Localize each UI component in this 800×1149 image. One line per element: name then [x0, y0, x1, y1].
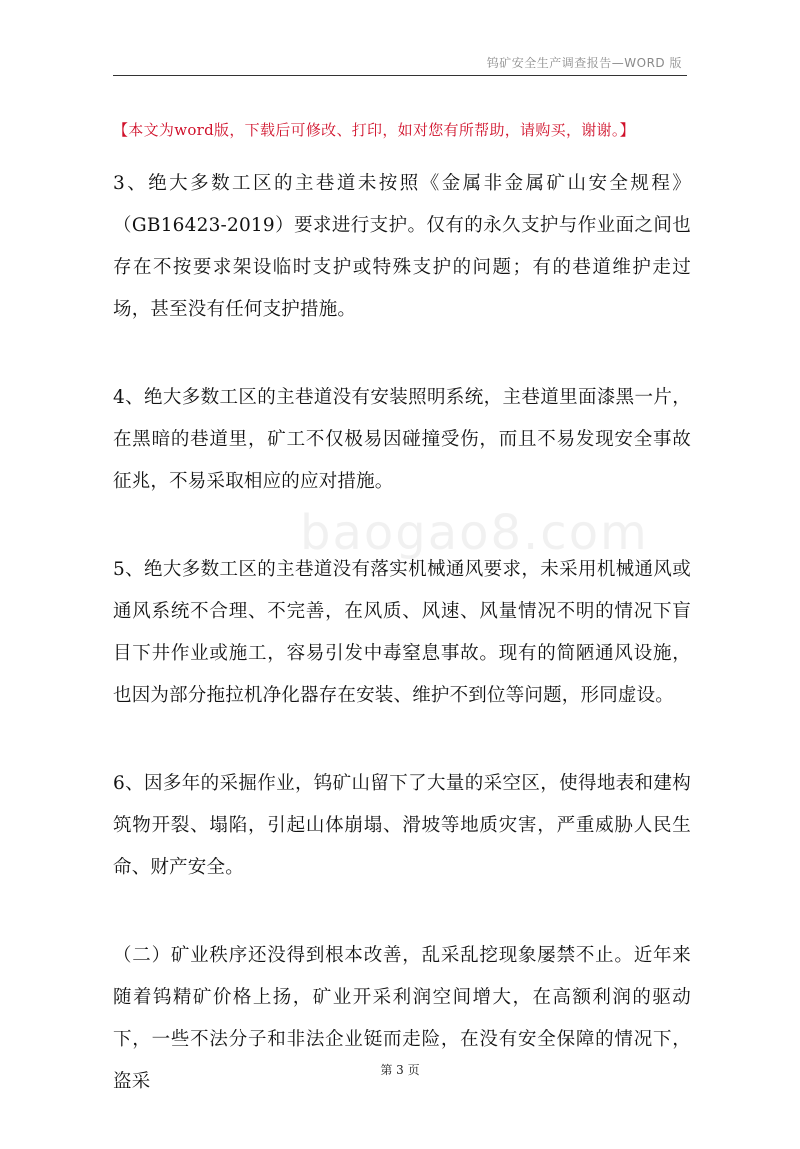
page-number: 第 3 页: [380, 1063, 420, 1077]
watermark-logo: baogao8.com: [300, 505, 649, 561]
paragraph-section-2: （二）矿业秩序还没得到根本改善，乱采乱挖现象屡禁不止。近年来随着钨精矿价格上扬，矿业开采利润空间增大，在高额利润的驱动下，一些不法分子和非法企业铤而走险，在没有安全保障的情况下，盗采: [113, 945, 691, 1092]
header-divider: [113, 75, 687, 76]
document-header-title: 钨矿安全生产调查报告—WORD 版: [486, 56, 682, 70]
paragraph-4: 4、绝大多数工区的主巷道没有安装照明系统，主巷道里面漆黑一片，在黑暗的巷道里，矿工不仅极易因碰撞受伤，而且不易发现安全事故征兆，不易采取相应的应对措施。: [113, 387, 691, 492]
download-notice: 【本文为word版，下载后可修改、打印，如对您有所帮助，请购买，谢谢。】: [113, 121, 635, 139]
paragraph-3: 3、绝大多数工区的主巷道未按照《金属非金属矿山安全规程》（GB16423-2019）要求进行支护。仅有的永久支护与作业面之间也存在不按要求架设临时支护或特殊支护的问题；有的巷道维护走过场，甚至没有任何支护措施。: [113, 173, 691, 320]
paragraph-5: 5、绝大多数工区的主巷道没有落实机械通风要求，未采用机械通风或通风系统不合理、不完善，在风质、风速、风量情况不明的情况下盲目下井作业或施工，容易引发中毒窒息事故。现有的简陋通风设施，也因为部分拖拉机净化器存在安装、维护不到位等问题，形同虚设。: [113, 559, 691, 706]
document-body: [113, 163, 691, 1149]
paragraph-6: 6、因多年的采掘作业，钨矿山留下了大量的采空区，使得地表和建构筑物开裂、塌陷，引起山体崩塌、滑坡等地质灾害，严重威胁人民生命、财产安全。: [113, 773, 691, 878]
